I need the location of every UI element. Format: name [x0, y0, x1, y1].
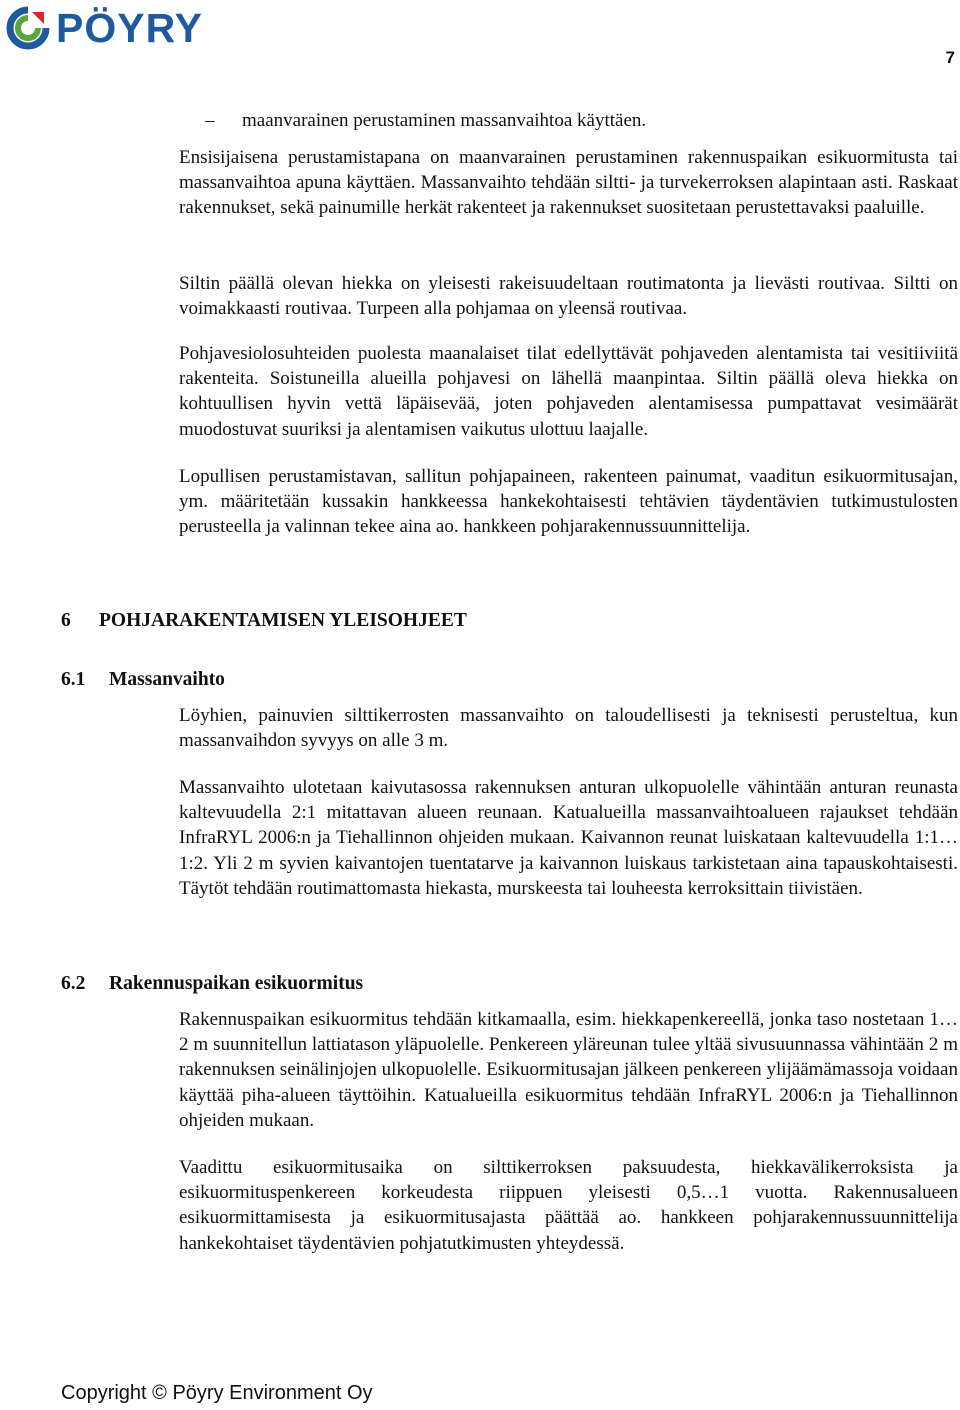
- paragraph-frost: Siltin päällä olevan hiekka on yleisesti rakeisuudeltaan routimatonta ja lievästi routivaa. Siltti on voimakkaasti routivaa. Turpeen alla pohjamaa on yleensä routivaa.: [179, 273, 958, 320]
- company-logo: [6, 4, 203, 52]
- section-heading-6-2: [61, 971, 363, 996]
- chapter-heading: [61, 608, 467, 633]
- section-heading-6-1: [61, 667, 225, 692]
- section-title: Rakennuspaikan esikuormitus: [109, 973, 364, 994]
- poyry-logo-icon: [6, 6, 50, 50]
- paragraph-mass-exchange-2: Massanvaihto ulotetaan kaivutasossa rakennuksen anturan ulkopuolelle vähintään anturan reunasta kaltevuudella 2:1 mitattavan alueen reunaan. Katualueilla massanvaihtoalueen rajaukset tehdään InfraRYL 2006:n ja Tiehallinnon ohjeiden mukaan. Kaivannon reunat luiskataan kaltevuudella 1:1…1:2. Yli 2 m syvien kaivantojen tuentatarve ja kaivannon luiskaus tarkistetaan aina tapauskohtaisesti. Täytöt tehdään routimattomasta hiekasta, murskeesta tai louheesta kerroksittain tiivistäen.: [179, 777, 958, 899]
- paragraph-preloading-2: Vaadittu esikuormitusaika on silttikerroksen paksuudesta, hiekkavälikerroksista ja esikuormituspenkereen korkeudesta riippuen yleisesti 0,5…1 vuotta. Rakennusalueen esikuormittamisesta ja esikuormitusajasta päättää ao. hankkeen pohjarakennussuunnittelija hankekohtaiset täydentävien pohjatutkimusten yhteydessä.: [179, 1157, 958, 1254]
- section-number: 6.2: [61, 973, 86, 994]
- logo-text: PÖYRY: [56, 5, 204, 51]
- section-number: 6.1: [61, 669, 86, 690]
- paragraph-preloading-1: Rakennuspaikan esikuormitus tehdään kitkamaalla, esim. hiekkapenkereellä, jonka taso nostetaan 1…2 m suunnitellun lattiatason yläpuolelle. Penkereen yläreunan tulee yltää sivusuunnassa vähintään 2 m rakennuksen seinälinjojen ulkopuolelle. Esikuormitusajan jälkeen penkereen ylijäämämassoja voidaan käyttää piha-alueen täyttöihin. Katualueilla esikuormitus tehdään InfraRYL 2006:n ja Tiehallinnon ohjeiden mukaan.: [179, 1009, 958, 1131]
- section-title: Massanvaihto: [109, 669, 225, 690]
- bullet-text: maanvarainen perustaminen massanvaihtoa käyttäen.: [242, 110, 647, 131]
- chapter-title: POHJARAKENTAMISEN YLEISOHJEET: [99, 610, 467, 631]
- page-number: 7: [945, 48, 955, 67]
- chapter-number: 6: [61, 610, 71, 631]
- paragraph-final-method: Lopullisen perustamistavan, sallitun pohjapaineen, rakenteen painumat, vaaditun esikuormitusajan, ym. määritetään kussakin hankkeessa hankekohtaisesti tehtävien täydentävien tutkimustulosten perusteella ja valinnan tekee aina ao. hankkeen pohjarakennussuunnittelija.: [179, 466, 958, 538]
- bullet-dash: –: [205, 110, 215, 131]
- footer-copyright: Copyright © Pöyry Environment Oy: [61, 1382, 373, 1404]
- paragraph-groundwater: Pohjavesiolosuhteiden puolesta maanalaiset tilat edellyttävät pohjaveden alentamista tai vesitiiviitä rakenteita. Soistuneilla alueilla pohjavesi on lähellä maanpintaa. Siltin päällä oleva hiekka on kohtuullisen hyvin vettä läpäisevää, joten pohjaveden alentamisessa pumpattavat vesimäärät muodostuvat suuriksi ja alentamisen vaikutus ulottuu laajalle.: [179, 343, 958, 440]
- paragraph-mass-exchange-1: Löyhien, painuvien silttikerrosten massanvaihto on taloudellisesti ja teknisesti perusteltua, kun massanvaihdon syvyys on alle 3 m.: [179, 705, 958, 752]
- paragraph-foundation-method: Ensisijaisena perustamistapana on maanvarainen perustaminen rakennuspaikan esikuormitusta tai massanvaihtoa apuna käyttäen. Massanvaihto tehdään siltti- ja turvekerroksen alapintaan asti. Raskaat rakennukset, sekä painumille herkät rakenteet ja rakennukset suositetaan perustettavaksi paaluille.: [179, 147, 958, 219]
